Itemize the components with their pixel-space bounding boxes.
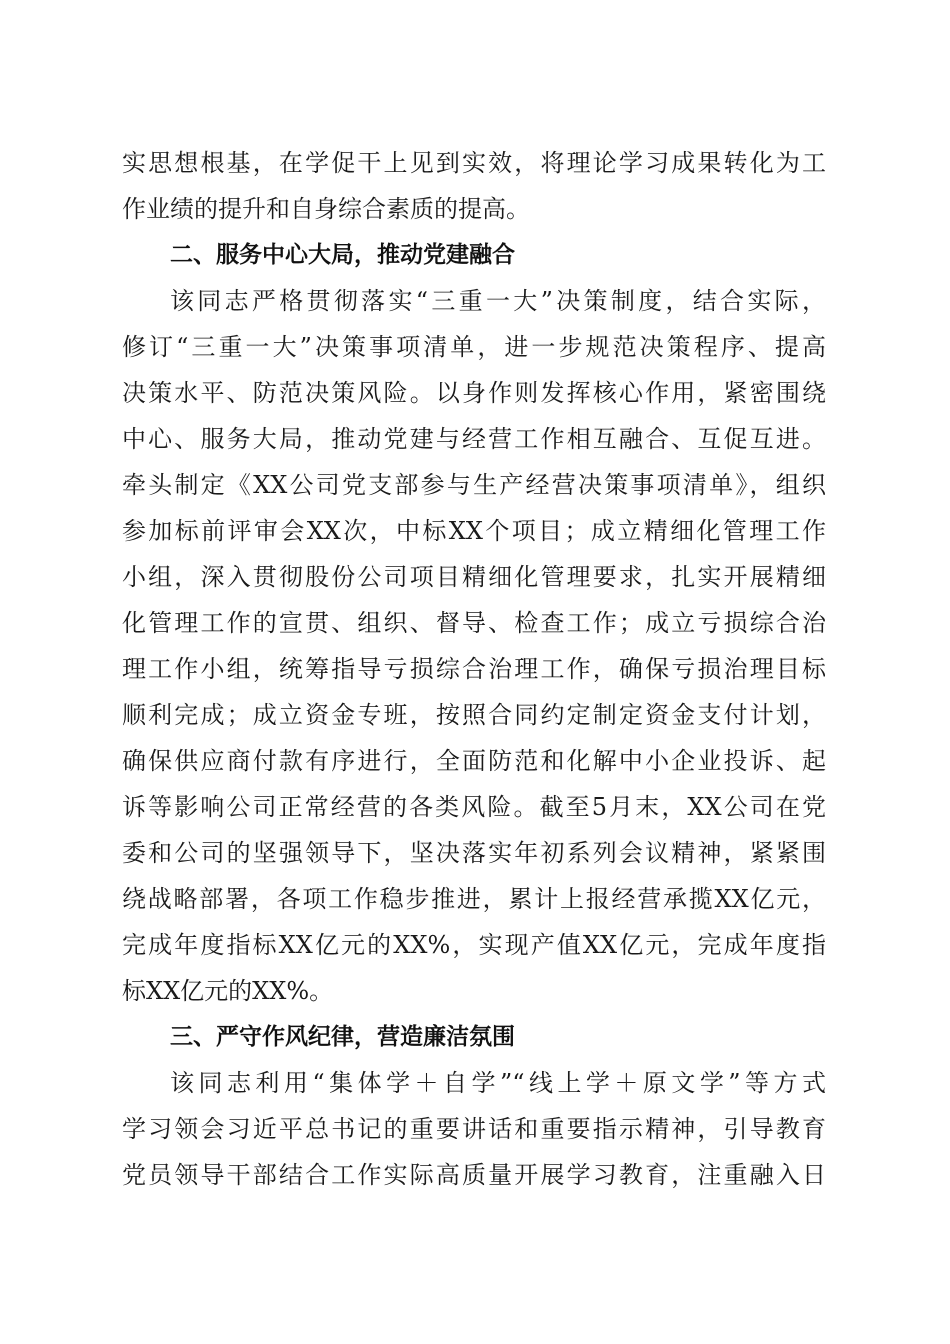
paragraph-2-line-12: 诉等影响公司正常经营的各类风险。截至5月末，XX公司在党 xyxy=(122,793,826,821)
section-heading-2: 二、服务中心大局，推动党建融合 xyxy=(170,242,515,268)
paragraph-2-line-8: 化管理工作的宣贯、组织、督导、检查工作；成立亏损综合治 xyxy=(122,609,826,637)
paragraph-3-line-3: 党员领导干部结合工作实际高质量开展学习教育，注重融入日 xyxy=(122,1161,826,1189)
paragraph-3-line-1: 该同志利用“集体学＋自学”“线上学＋原文学”等方式 xyxy=(170,1069,826,1097)
paragraph-2-line-11: 确保供应商付款有序进行，全面防范和化解中小企业投诉、起 xyxy=(122,747,826,775)
paragraph-2-line-5: 牵头制定《XX公司党支部参与生产经营决策事项清单》，组织 xyxy=(122,471,826,499)
paragraph-2-line-16: 标XX亿元的XX%。 xyxy=(122,977,334,1005)
paragraph-2-line-3: 决策水平、防范决策风险。以身作则发挥核心作用，紧密围绕 xyxy=(122,379,826,407)
paragraph-2-line-13: 委和公司的坚强领导下，坚决落实年初系列会议精神，紧紧围 xyxy=(122,839,826,867)
paragraph-2-line-2: 修订“三重一大”决策事项清单，进一步规范决策程序、提高 xyxy=(122,333,826,361)
paragraph-1-line-2: 作业绩的提升和自身综合素质的提高。 xyxy=(122,195,530,223)
paragraph-2-line-10: 顺利完成；成立资金专班，按照合同约定制定资金支付计划， xyxy=(122,701,826,729)
paragraph-2-line-14: 绕战略部署，各项工作稳步推进，累计上报经营承揽XX亿元， xyxy=(122,885,826,913)
paragraph-2-line-9: 理工作小组，统筹指导亏损综合治理工作，确保亏损治理目标 xyxy=(122,655,826,683)
paragraph-2-line-15: 完成年度指标XX亿元的XX%，实现产值XX亿元，完成年度指 xyxy=(122,931,826,959)
paragraph-1-line-1: 实思想根基，在学促干上见到实效，将理论学习成果转化为工 xyxy=(122,149,826,177)
document-body xyxy=(122,140,826,1198)
paragraph-2-line-1: 该同志严格贯彻落实“三重一大”决策制度，结合实际， xyxy=(170,287,826,315)
section-heading-3: 三、严守作风纪律，营造廉洁氛围 xyxy=(170,1024,515,1050)
paragraph-3-line-2: 学习领会习近平总书记的重要讲话和重要指示精神，引导教育 xyxy=(122,1115,826,1143)
paragraph-2-line-7: 小组，深入贯彻股份公司项目精细化管理要求，扎实开展精细 xyxy=(122,563,826,591)
paragraph-2-line-6: 参加标前评审会XX次，中标XX个项目；成立精细化管理工作 xyxy=(122,517,826,545)
paragraph-2-line-4: 中心、服务大局，推动党建与经营工作相互融合、互促互进。 xyxy=(122,425,826,453)
